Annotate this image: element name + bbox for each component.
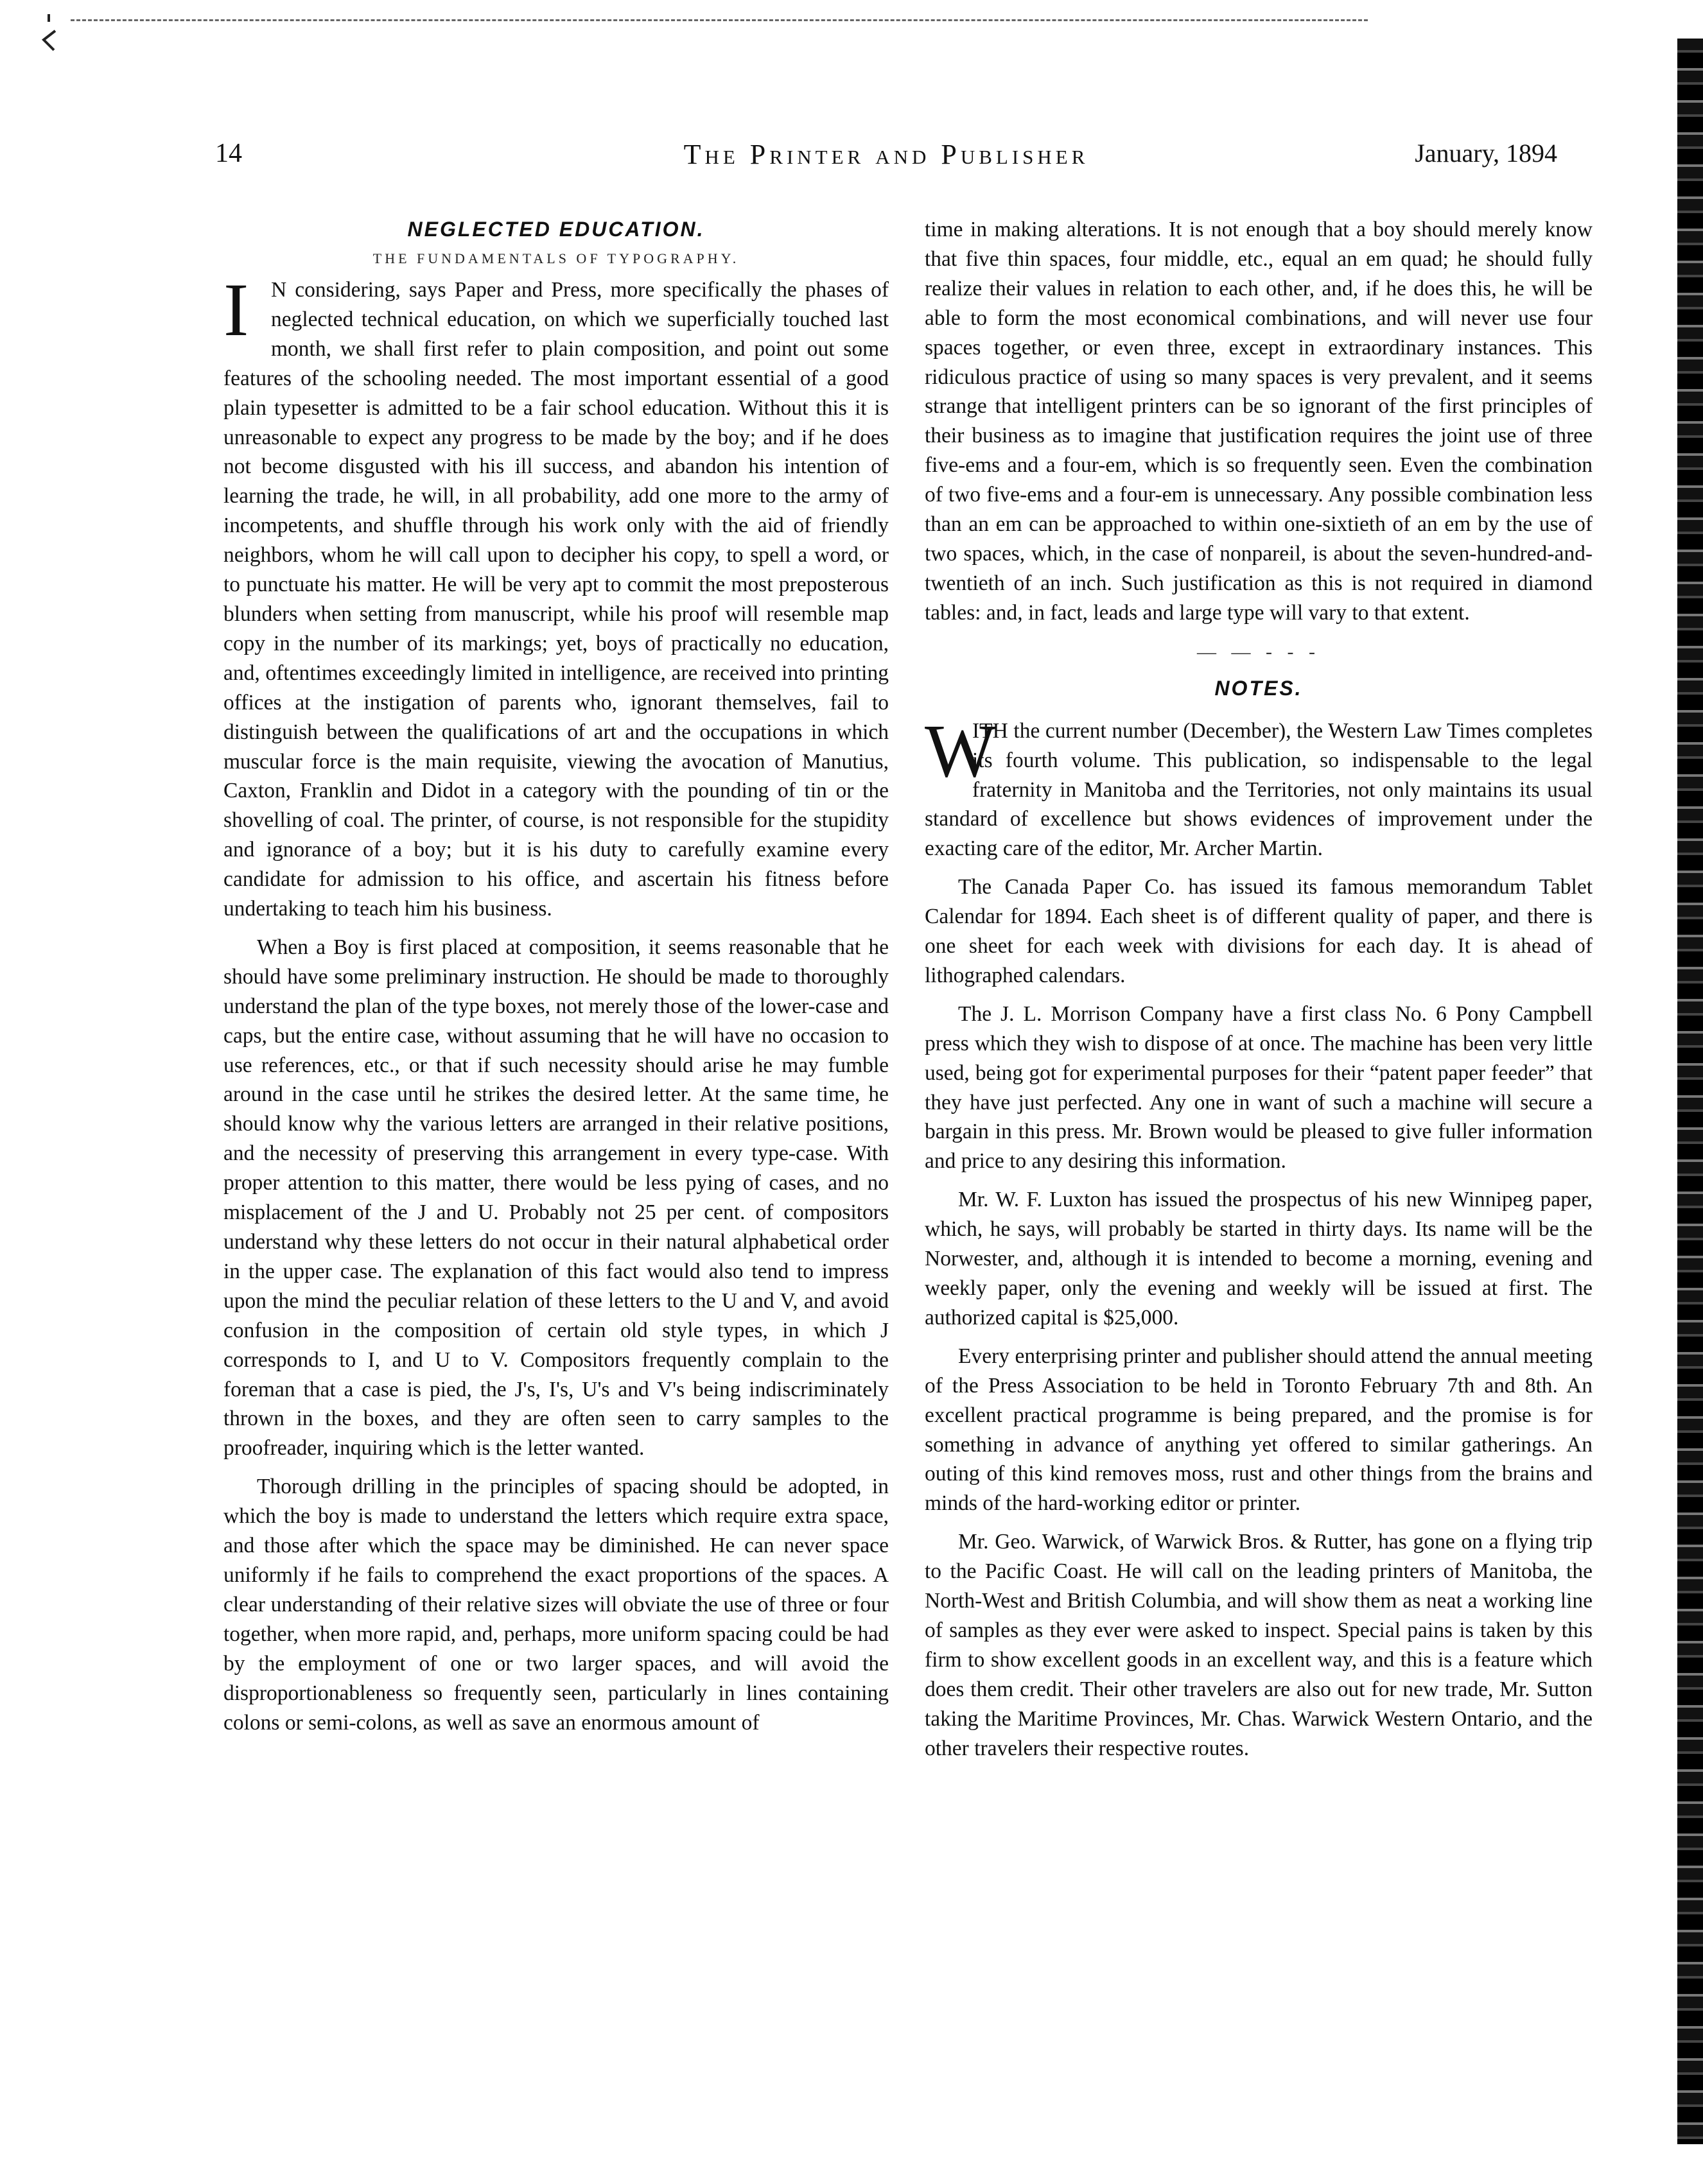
right-column bbox=[925, 215, 1593, 1764]
notes-paragraph: Every enterprising printer and publisher should attend the annual meeting of the Press Association to be held in Toronto February 7th and 8th. An excellent practical programme is being prepared, and the promise is for something in advance of anything yet offered to similar gatherings. An outing of this kind removes moss, rust and other things from the brains and minds of the hard-working editor or printer. bbox=[925, 1344, 1593, 1516]
notes-paragraph: Mr. Geo. Warwick, of Warwick Bros. & Rutter, has gone on a flying trip to the Pacific Coast. He will call on the leading printers of Manitoba, the North-West and British Columbia, and will show them as neat a working line of samples as they ever were asked to inspect. Special pains is taken by this firm to show excellent goods in an excellent way, and this is a feature which does them credit. Their other travelers are also out for new trade, Mr. Sutton taking the Maritime Provinces, Mr. Chas. Warwick Western Ontario, and the other travelers their respective routes. bbox=[925, 1530, 1593, 1760]
notes-paragraph: The Canada Paper Co. has issued its famous memorandum Tablet Calendar for 1894. Each sheet is of different quality of paper, and there is one sheet for each week with divisions for each day. It is ahead of lithographed calendars. bbox=[925, 875, 1593, 987]
section-divider: — — - - - bbox=[1197, 641, 1320, 663]
notes-paragraph: Mr. W. F. Luxton has issued the prospectus of his new Winnipeg paper, which, he says, will probably be started in thirty days. Its name will be the Norwester, and, although it is intended to become a morning, evening and weekly paper, only the evening and weekly will be issued at first. The authorized capital is $25,000. bbox=[925, 1188, 1593, 1330]
notes-paragraph: The J. L. Morrison Company have a first class No. 6 Pony Campbell press which they wish to dispose of at once. The machine has been very little used, being got for experimental purposes for their “patent paper feeder” that they have just perfected. Any one in want of such a machine will secure a bargain in this press. Mr. Brown would be pleased to give fuller information and price to any desiring this information. bbox=[925, 1001, 1593, 1174]
drop-cap: I bbox=[223, 268, 249, 352]
page-edge-strip bbox=[1677, 39, 1703, 2144]
journal-title: The Printer and Publisher bbox=[683, 139, 1089, 170]
notes-title: NOTES. bbox=[1214, 676, 1303, 700]
article-title: NEGLECTED EDUCATION. bbox=[407, 218, 705, 241]
article-subtitle: THE FUNDAMENTALS OF TYPOGRAPHY. bbox=[372, 250, 740, 266]
article-paragraph: I N considering, says Paper and Press, more specifically the phases of neglected technical education, on which we superficially touched last month, we shall first refer to plain composition, and point out some features of the schooling needed. The most important essential of a good plain typesetter is admitted to be a fair school education. Without this it is unreasonable to expect any progress to be made by the boy; and if he does not become disgusted with his ill success, and abandon his intention of learning the trade, he will, in all probability, add one more to the army of incompetents, and shuffle through his work only with the aid of friendly neighbors, whom he will call upon to decipher his copy, to spell a word, or to punctuate his matter. He will be very apt to commit the most preposterous blunders when setting from manuscript, while his proof will resemble map copy in the number of its markings; yet, boys of practically no education, and, oftentimes exceedingly limited in intelligence, are received into printing offices at the instigation of parents who, ignorant themselves, fail to distinguish between the qualifications of art and the occupations in which muscular force is the main requisite, viewing the avocation of Manutius, Caxton, Franklin and Didot in a category with the pounding of tin or the shovelling of coal. The printer, of course, is not responsible for the stupidity and ignorance of a boy; but it is his duty to carefully examine every candidate for admission to his office, and ascertain his fitness before undertaking to teach him his business. bbox=[223, 268, 889, 921]
left-column bbox=[223, 215, 889, 1737]
page-header bbox=[215, 138, 1557, 177]
article-paragraph: When a Boy is first placed at composition, it seems reasonable that he should have some preliminary instruction. He should be made to thoroughly understand the plan of the type boxes, not merely those of the lower-case and caps, but the entire case, without assuming that he will have no occasion to use references, etc., or that if such necessity should arise he may fumble around in the case until he strikes the desired letter. At the same time, he should know why the various letters are arranged in their relative positions, and the necessity of preserving this arrangement in every type-case. With proper attention to this matter, there would be less pying of cases, and no misplacement of the J and U. Probably not 25 per cent. of compositors understand why these letters do not occur in their natural alphabetical order in the upper case. The explanation of this fact would also tend to impress upon the mind the peculiar relation of these letters to the U and V, and avoid confusion in the composition of certain old style types, in which J corresponds to I, and U to V. Compositors frequently complain to the foreman that a case is pied, the J's, I's, U's and V's being indiscriminately thrown in the boxes, and they are often seen to carry samples to the proofreader, inquiring which is the letter wanted. bbox=[223, 935, 889, 1460]
drop-cap: W bbox=[925, 708, 997, 793]
issue-date: January, 1894 bbox=[1415, 139, 1557, 168]
page-number: 14 bbox=[215, 139, 242, 168]
notes-paragraph: W ITH the current number (December), the Western Law Times completes its fourth volume. This publication, so indispensable to the legal fraternity in Manitoba and the Territories, not only maintains its usual standard of excellence but shows evidences of improvement under the exacting care of the editor, Mr. Archer Martin. bbox=[925, 708, 1593, 861]
scan-mark bbox=[40, 12, 66, 56]
top-scan-rule bbox=[71, 19, 1368, 24]
article-paragraph: Thorough drilling in the principles of spacing should be adopted, in which the boy is made to understand the letters which require extra space, and those after which the space may be diminished. He can never space uniformly if he fails to comprehend the exact proportions of the spaces. A clear understanding of their relative sizes will obviate the use of three or four together, when more rapid, and, perhaps, more uniform spacing could be had by the employment of one or two larger spaces, and will avoid the disproportionableness so frequently seen, particularly in lines containing colons or semi-colons, as well as save an enormous amount of bbox=[223, 1475, 889, 1735]
article-paragraph-continued: time in making alterations. It is not enough that a boy should merely know that five thin spaces, four middle, etc., equal an em quad; he should fully realize their values in relation to each other, and, if he does this, he will be able to form the most economical combinations, and will never use four spaces together, or even three, except in extraordinary instances. This ridiculous practice of using so many spaces is very prevalent, and it seems strange that intelligent printers can be so ignorant of the first principles of their business as to imagine that justification requires the joint use of three five-ems and a four-em, which is so frequently seen. Even the combination of two five-ems and a four-em is unnecessary. Any possible combination less than an em can be approached to within one-sixtieth of an em by the use of two spaces, which, in the case of nonpareil, is about the seven-hundred-and-twentieth of an inch. Such justification as this is not required in diamond tables: and, in fact, leads and large type will vary to that extent. bbox=[925, 218, 1593, 625]
